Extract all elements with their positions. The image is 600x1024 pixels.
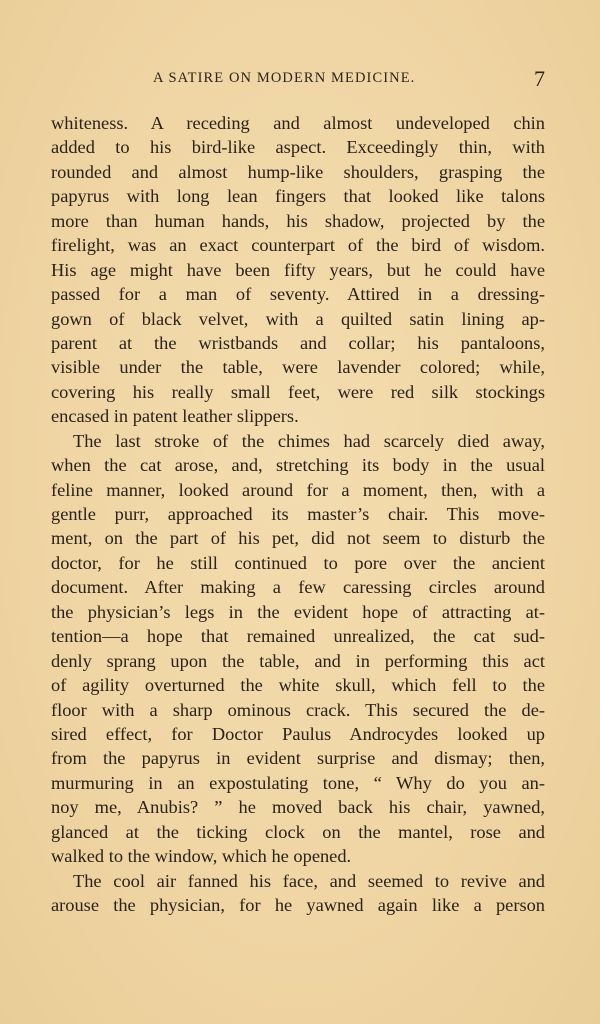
text-line: more than human hands, his shadow, projected by the bbox=[51, 210, 545, 231]
text-line: murmuring in an expostulating tone, “ Why do you an- bbox=[51, 772, 545, 793]
running-head bbox=[0, 68, 600, 90]
text-line: passed for a man of seventy. Attired in a dressing- bbox=[51, 284, 545, 305]
text-line: the physician’s legs in the evident hope of attracting at- bbox=[51, 601, 545, 622]
text-line: gown of black velvet, with a quilted satin lining ap- bbox=[51, 308, 545, 329]
text-line: feline manner, looked around for a moment, then, with a bbox=[51, 479, 545, 500]
running-head-title: A SATIRE ON MODERN MEDICINE. bbox=[153, 70, 416, 86]
text-line: doctor, for he still continued to pore over the ancient bbox=[51, 552, 545, 573]
text-line: of agility overturned the white skull, which fell to the bbox=[51, 675, 545, 696]
text-line: noy me, Anubis? ” he moved back his chair, yawned, bbox=[51, 797, 545, 818]
text-line: encased in patent leather slippers. bbox=[51, 406, 299, 427]
text-line: from the papyrus in evident surprise and dismay; then, bbox=[51, 748, 545, 769]
text-line: sired effect, for Doctor Paulus Androcydes looked up bbox=[51, 723, 545, 744]
text-line: added to his bird-like aspect. Exceedingly thin, with bbox=[51, 137, 545, 158]
text-line: tention—a hope that remained unrealized, the cat sud- bbox=[51, 626, 545, 647]
text-line: firelight, was an exact counterpart of the bird of wisdom. bbox=[51, 235, 545, 256]
body-text bbox=[51, 111, 545, 917]
text-line: parent at the wristbands and collar; his pantaloons, bbox=[51, 332, 545, 353]
text-line: denly sprang upon the table, and in performing this act bbox=[51, 650, 545, 671]
text-line: when the cat arose, and, stretching its body in the usual bbox=[51, 455, 545, 476]
paragraph-first-line: The last stroke of the chimes had scarcely died away, bbox=[73, 430, 545, 451]
text-line: visible under the table, were lavender colored; while, bbox=[51, 357, 545, 378]
text-line: His age might have been fifty years, but he could have bbox=[51, 259, 545, 280]
text-line: whiteness. A receding and almost undeveloped chin bbox=[51, 113, 545, 133]
text-line: floor with a sharp ominous crack. This secured the de- bbox=[51, 699, 545, 720]
text-line: rounded and almost hump-like shoulders, grasping the bbox=[51, 161, 545, 182]
text-line: papyrus with long lean fingers that looked like talons bbox=[51, 186, 545, 207]
text-line: covering his really small feet, were red silk stockings bbox=[51, 381, 545, 402]
text-line: arouse the physician, for he yawned again like a person bbox=[51, 895, 545, 915]
paragraph-first-line: The cool air fanned his face, and seemed to revive and bbox=[73, 870, 545, 891]
text-line: walked to the window, which he opened. bbox=[51, 846, 352, 867]
text-line: gentle purr, approached its master’s chair. This move- bbox=[51, 504, 545, 524]
text-line: glanced at the ticking clock on the mantel, rose and bbox=[51, 821, 545, 842]
text-line: ment, on the part of his pet, did not seem to disturb the bbox=[51, 528, 545, 549]
text-line: document. After making a few caressing circles around bbox=[51, 577, 545, 598]
page-number: 7 bbox=[534, 66, 545, 91]
